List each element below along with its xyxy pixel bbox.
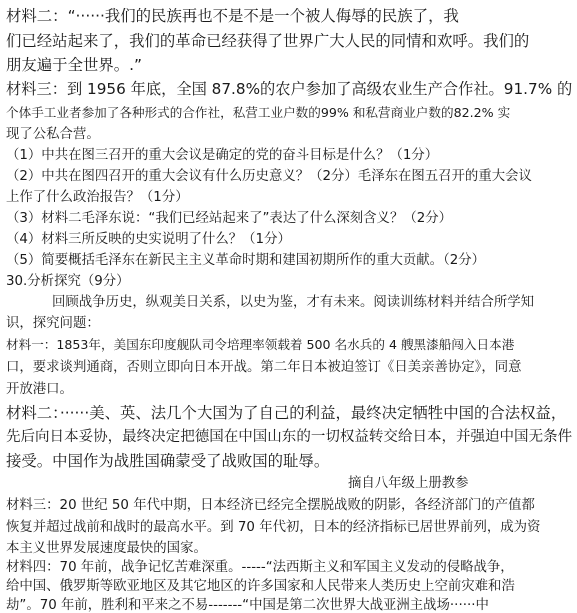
s30-material-4-line-1: 材料四：70 年前，战争记忆苦难深重。-----“法西斯主义和军国主义发动的侵略战争， <box>6 560 514 575</box>
s30-material-4-line-3: 劫”。70 年前，胜利和平来之不易-------“中国是第二次世界大战亚洲主战场······中 <box>6 598 489 613</box>
intro-line-1: 回顾战争历史，纵观美日关系，以史为鉴，才有未来。阅读训练材料并结合所学知 <box>52 295 535 310</box>
s30-material-2-line-3: 接受。中国作为战胜国确蒙受了战败国的耻辱。 <box>6 452 330 470</box>
question-2-line-2: 上作了什么政治报告？（1分） <box>6 190 189 205</box>
material-2-line-2: 们已经站起来了，我们的革命已经获得了世界广大人民的同情和欢呼。我们的 <box>6 32 530 50</box>
section-30-heading: 30.分析探究（9分） <box>6 274 130 289</box>
material-3-line-3: 现了公私合营。 <box>6 127 100 142</box>
s30-material-3-line-1: 材料三：20 世纪 50 年代中期，日本经济已经完全摆脱战败的阴影，各经济部门的产值都 <box>6 498 535 513</box>
question-2-line-1: （2）中共在图四召开的重大会议有什么历史意义？（2分）毛泽东在图五召开的重大会议 <box>6 169 532 184</box>
s30-material-2-line-1: 材料二：······美、英、法几个大国为了自己的利益，最终决定牺牲中国的合法权益， <box>6 404 567 422</box>
question-3: （3）材料二毛泽东说：“我们已经站起来了”表达了什么深刻含义？（2分） <box>6 211 453 226</box>
material-2-line-3: 朋友遍于全世界。.” <box>6 56 142 74</box>
question-1: （1）中共在图三召开的重大会议是确定的党的奋斗目标是什么？（1分） <box>6 148 439 163</box>
intro-line-2: 识，探究问题： <box>6 316 100 331</box>
s30-material-4-line-2: 给中国、俄罗斯等欧亚地区及其它地区的许多国家和人民带来人类历史上空前灾难和浩 <box>6 579 515 594</box>
s30-material-1-line-3: 开放港口。 <box>6 382 73 397</box>
s30-material-3-line-2: 恢复并超过战前和战时的最高水平。到 70 年代初，日本的经济指标已居世界前列，成为资 <box>6 520 541 535</box>
material-3-line-2: 个体手工业者参加了各种形式的合作社，私营工业户数的99% 和私营商业户数的82.2% 实 <box>6 105 511 120</box>
s30-material-1-line-1: 材料一：1853年，美国东印度舰队司令培理率领载着 500 名水兵的 4 艘黑漆船闯入日本港 <box>6 337 515 352</box>
source-citation: 摘自八年级上册教参 <box>348 476 469 491</box>
s30-material-3-line-3: 本主义世界发展速度最快的国家。 <box>6 541 207 556</box>
question-4: （4）材料三所反映的史实说明了什么？（1分） <box>6 232 291 247</box>
s30-material-2-line-2: 先后向日本妥协，最终决定把德国在中国山东的一切权益转交给日本，并强迫中国无条件 <box>6 429 573 445</box>
question-5: （5）简要概括毛泽东在新民主主义革命时期和建国初期所作的重大贡献。（2分） <box>6 253 486 268</box>
material-3-line-1: 材料三：到 1956 年底，全国 87.8%的农户参加了高级农业生产合作社。91.7% 的 <box>6 80 573 98</box>
material-2-line-1: 材料二：“······我们的民族再也不是不是一个被人侮辱的民族了，我 <box>6 7 459 25</box>
s30-material-1-line-2: 口，要求谈判通商，否则立即向日本开战。第二年日本被迫签订《日美亲善协定》，同意 <box>6 360 522 375</box>
